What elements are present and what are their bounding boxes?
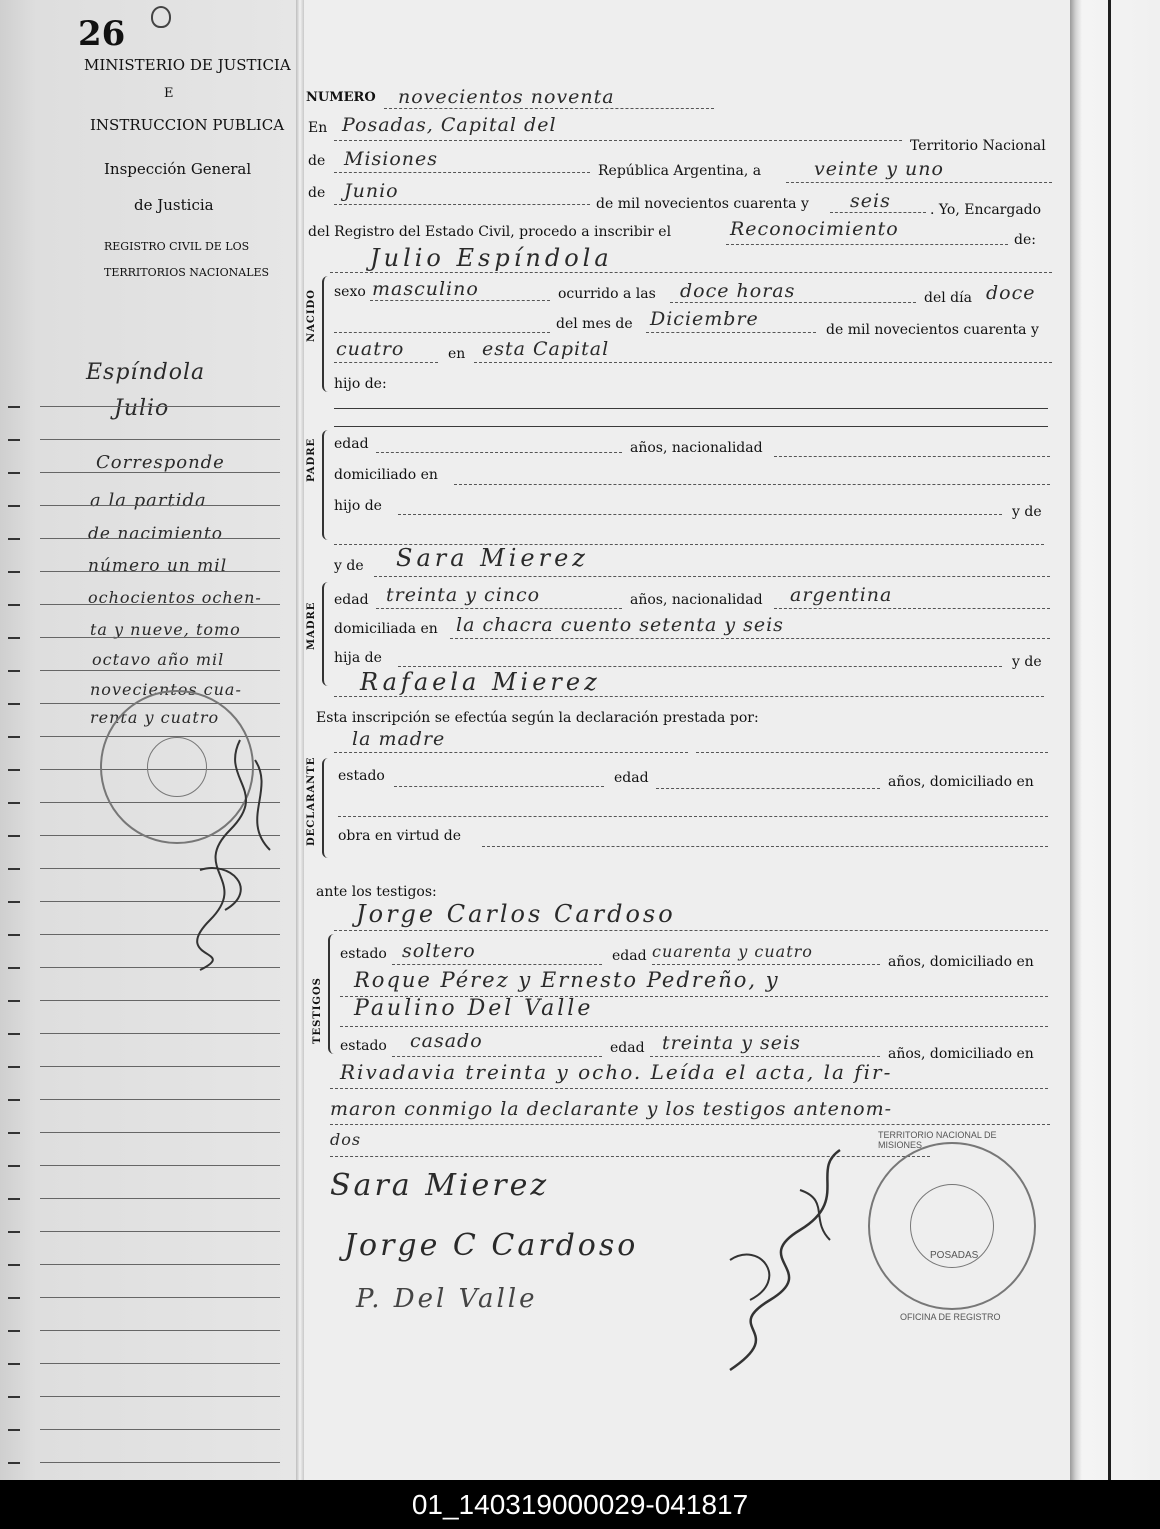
sexo-value: masculino [372, 278, 479, 300]
nacido-label: NACIDO [306, 289, 317, 342]
signature-jorge-cardoso: Jorge C Cardoso [344, 1228, 639, 1263]
de-label: de [308, 153, 326, 169]
madre-value: Sara Mierez [396, 544, 589, 572]
signature-registrar-main [690, 1130, 870, 1390]
madre-label: MADRE [306, 601, 317, 650]
estado-declarante-label: estado [338, 768, 385, 784]
margin-rule [40, 472, 280, 473]
margin-tick [8, 472, 20, 474]
margin-tick [8, 439, 20, 441]
yo-label: . Yo, Encargado [930, 202, 1042, 218]
hijo-de-padre-label: hijo de [334, 498, 382, 514]
coat-of-arms-icon [151, 6, 171, 28]
lugar-value: esta Capital [482, 338, 610, 360]
adjacent-page-edge [1070, 0, 1160, 1480]
mil-label: de mil novecientos cuarenta y [596, 196, 809, 212]
margin-note-line-1: Espíndola [86, 360, 206, 385]
cierre2-value: dos [330, 1130, 362, 1149]
en2-label: en [448, 346, 466, 362]
acto-value: Reconocimiento [730, 218, 899, 240]
margin-tick [8, 769, 20, 771]
document-id-footer: 01_140319000029-041817 [0, 1480, 1160, 1529]
margin-rule [40, 538, 280, 539]
page-number: 26 [78, 14, 126, 54]
margin-tick [8, 1165, 20, 1167]
margin-tick [8, 934, 20, 936]
margin-tick [8, 1198, 20, 1200]
margin-tick [8, 967, 20, 969]
estado2-value: casado [410, 1030, 483, 1052]
domicilio1-value: Roque Pérez y Ernesto Pedreño, y [354, 968, 780, 992]
y-de-padre-label: y de [1012, 504, 1042, 520]
margin-note-line-5: de nacimiento [88, 524, 224, 544]
margin-tick [8, 868, 20, 870]
margin-rule [40, 1330, 280, 1331]
anio-value: seis [850, 190, 891, 212]
margin-note-line-6: número un mil [88, 556, 228, 576]
margin-rule [40, 505, 280, 506]
domicilio2-value: Rivadavia treinta y ocho. Leída el acta, la fir- [340, 1060, 893, 1084]
margin-tick [8, 1462, 20, 1464]
margin-tick [8, 670, 20, 672]
margin-rule [40, 1429, 280, 1430]
margin-tick [8, 1396, 20, 1398]
hora-value: doce horas [680, 280, 796, 302]
ministry-line-1: MINISTERIO DE JUSTICIA [84, 56, 291, 74]
territorio-label: Territorio Nacional [910, 138, 1046, 154]
margin-rule [40, 604, 280, 605]
testigos-label: TESTIGOS [312, 977, 323, 1044]
estado2-label: estado [340, 1038, 387, 1054]
edad1-value: cuarenta y cuatro [652, 942, 813, 961]
margin-tick [8, 1330, 20, 1332]
signature-sara-mierez: Sara Mierez [330, 1168, 550, 1203]
edad1-label: edad [612, 948, 647, 964]
testigo1-value: Jorge Carlos Cardoso [356, 900, 676, 928]
inspection-line-2: de Justicia [134, 196, 214, 214]
stamp-text: TERRITORIO NACIONAL DE MISIONES [878, 1130, 997, 1150]
edad-madre-label: edad [334, 592, 369, 608]
margin-note-line-4: a la partida [90, 490, 207, 511]
testigo2-value: Paulino Del Valle [354, 996, 594, 1021]
en-label: En [308, 120, 328, 136]
margin-rule [40, 1396, 280, 1397]
margin-rule [40, 1198, 280, 1199]
edad-declarante-label: edad [614, 770, 649, 786]
nacionalidad-padre-label: años, nacionalidad [630, 440, 763, 456]
margin-tick [8, 571, 20, 573]
margin-tick [8, 604, 20, 606]
nombre-value: Julio Espíndola [370, 244, 613, 272]
stamp-city: POSADAS [930, 1250, 979, 1261]
margin-rule [40, 571, 280, 572]
margin-tick [8, 1429, 20, 1431]
page-fold [296, 0, 304, 1480]
edad2-value: treinta y seis [662, 1032, 801, 1054]
inscripcion-label: Esta inscripción se efectúa según la declaración prestada por: [316, 710, 759, 726]
margin-tick [8, 1066, 20, 1068]
margin-rule [40, 439, 280, 440]
margin-rule [40, 1363, 280, 1364]
numero-label: NUMERO [306, 90, 376, 105]
margin-note-line-7: ochocientos ochen- [88, 588, 262, 607]
mil2-label: de mil novecientos cuarenta y [826, 322, 1039, 338]
edad-padre-label: edad [334, 436, 369, 452]
dia-value: veinte y uno [814, 158, 944, 180]
mes-value: Junio [344, 180, 399, 202]
margin-tick [8, 1297, 20, 1299]
margin-tick [8, 1363, 20, 1365]
hija-de-label: hija de [334, 650, 382, 666]
margin-tick [8, 835, 20, 837]
registry-line-1: REGISTRO CIVIL DE LOS [104, 240, 250, 253]
domicilio-madre-value: la chacra cuento setenta y seis [456, 614, 784, 636]
margin-note-line-11: renta y cuatro [90, 708, 220, 727]
edad2-label: edad [610, 1040, 645, 1056]
margin-note-line-10: novecientos cua- [90, 680, 242, 699]
inspection-line-1: Inspección General [104, 160, 252, 178]
margin-rule [40, 1231, 280, 1232]
registro-label: del Registro del Estado Civil, procedo a inscribir el [308, 224, 672, 240]
margin-tick [8, 703, 20, 705]
obra-label: obra en virtud de [338, 828, 462, 844]
republica-label: República Argentina, a [598, 163, 762, 179]
mes-nac-value: Diciembre [650, 308, 759, 330]
de-value: Misiones [344, 148, 439, 170]
signature-registrar-left [180, 720, 300, 980]
margin-note-line-8: ta y nueve, tomo [90, 620, 241, 639]
cierre1-value: maron conmigo la declarante y los testigos antenom- [330, 1098, 893, 1120]
margin-note-line-3: Corresponde [96, 452, 225, 473]
del-dia-label: del día [924, 290, 972, 306]
domiciliada-madre-label: domiciliada en [334, 621, 438, 637]
y-de-abuela-label: y de [1012, 654, 1042, 670]
margin-tick [8, 1132, 20, 1134]
margin-rule [40, 637, 280, 638]
margin-rule [40, 1066, 280, 1067]
margin-tick [8, 406, 20, 408]
ministry-line-3: INSTRUCCION PUBLICA [90, 116, 285, 134]
margin-note-line-2: Julio [114, 396, 170, 421]
margin-note-line-9: octavo año mil [92, 650, 225, 669]
y-de-madre-label: y de [334, 558, 364, 574]
margin-tick [8, 1264, 20, 1266]
domiciliado1-label: años, domiciliado en [888, 954, 1034, 970]
padre-label: PADRE [306, 437, 317, 482]
margin-tick [8, 1000, 20, 1002]
margin-tick [8, 1033, 20, 1035]
estado1-value: soltero [402, 940, 476, 962]
de2-label: de [308, 185, 326, 201]
ministry-line-2: E [164, 86, 174, 101]
margin-tick [8, 637, 20, 639]
domiciliado-declarante-label: años, domiciliado en [888, 774, 1034, 790]
margin-tick [8, 1099, 20, 1101]
margin-rule [40, 1000, 280, 1001]
en-value: Posadas, Capital del [342, 114, 557, 136]
margin-tick [8, 802, 20, 804]
domiciliado2-label: años, domiciliado en [888, 1046, 1034, 1062]
margin-rule [40, 1165, 280, 1166]
domiciliado-padre-label: domiciliado en [334, 467, 438, 483]
nacionalidad-madre-label: años, nacionalidad [630, 592, 763, 608]
margin-tick [8, 736, 20, 738]
margin-tick [8, 901, 20, 903]
anio-nac-value: cuatro [336, 338, 405, 360]
margin-rule [40, 670, 280, 671]
margin-rule [40, 1462, 280, 1463]
ocurrido-label: ocurrido a las [558, 286, 656, 302]
dia-nac-value: doce [986, 282, 1036, 304]
margin-tick [8, 505, 20, 507]
hijo-label: hijo de: [334, 376, 387, 392]
margin-rule [40, 1132, 280, 1133]
declarante-value: la madre [352, 728, 446, 750]
abuela-value: Rafaela Mierez [360, 668, 601, 696]
signature-del-valle: P. Del Valle [356, 1284, 538, 1314]
official-stamp-right [868, 1130, 1036, 1322]
margin-rule [40, 1099, 280, 1100]
margin-rule [40, 406, 280, 407]
left-margin-panel [0, 0, 300, 1480]
margin-tick [8, 1231, 20, 1233]
estado1-label: estado [340, 946, 387, 962]
del-mes-label: del mes de [556, 316, 633, 332]
ante-testigos-label: ante los testigos: [316, 884, 437, 900]
de3-label: de: [1014, 232, 1036, 248]
sexo-label: sexo [334, 284, 366, 300]
numero-value: novecientos noventa [398, 86, 615, 108]
margin-tick [8, 538, 20, 540]
registry-line-2: TERRITORIOS NACIONALES [104, 266, 270, 279]
stamp-office: OFICINA DE REGISTRO [900, 1312, 1001, 1322]
declarante-label: DECLARANTE [306, 756, 317, 846]
nacionalidad-madre-value: argentina [790, 584, 893, 606]
margin-rule [40, 1264, 280, 1265]
margin-rule [40, 1033, 280, 1034]
margin-rule [40, 1297, 280, 1298]
edad-madre-value: treinta y cinco [386, 584, 541, 606]
